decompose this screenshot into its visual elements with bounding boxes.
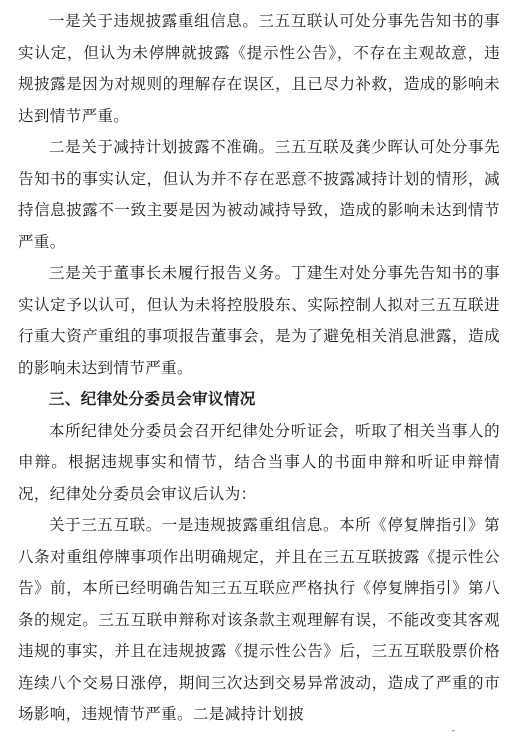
paragraph-chairman-report: 三是关于董事长未履行报告义务。丁建生对处分事先告知书的事实认定予以认可，但认为未将控股股东、实际控制人拟对三五互联进行重大资产重组的事项报告董事会，是为了避免相关消息泄露，造成的影响未达到情节严重。 (18, 264, 500, 377)
paragraph-disclosure-restructuring: 一是关于违规披露重组信息。三五互联认可处分事先告知书的事实认定，但认为未停牌就披露《提示性公告》，不存在主观故意，违规披露是因为对规则的理解存在误区，且已尽力补救，造成的影响未达到情节严重。 (18, 12, 500, 125)
footer-mark: ˉ (451, 730, 456, 740)
document-page (18, 6, 500, 731)
paragraph-reduction-plan: 二是关于减持计划披露不准确。三五互联及龚少晖认可处分事先告知书的事实认定，但认为并不存在恶意不披露减持计划的情形，减持信息披露不一致主要是因为被动减持导致，造成的影响未达到情节严重。 (18, 138, 500, 251)
section-heading: 三、纪律处分委员会审议情况 (49, 390, 256, 408)
paragraph-committee-findings: 关于三五互联。一是违规披露重组信息。本所《停复牌指引》第八条对重组停牌事项作出明确规定，并且在三五互联披露《提示性公告》前，本所已经明确告知三五互联应严格执行《停复牌指引》第八条的规定。三五互联申辩称对该条款主观理解有误，不能改变其客观违规的事实，并且在违规披露《提示性公告》后，三五互联股票价格连续八个交易日涨停，期间三次达到交易异常波动，造成了严重的市场影响，违规情节严重。二是减持计划披 (18, 516, 500, 723)
paragraph-committee-hearing: 本所纪律处分委员会召开纪律处分听证会，听取了相关当事人的申辩。根据违规事实和情节，结合当事人的书面申辩和听证申辩情况，纪律处分委员会审议后认为： (18, 421, 500, 503)
